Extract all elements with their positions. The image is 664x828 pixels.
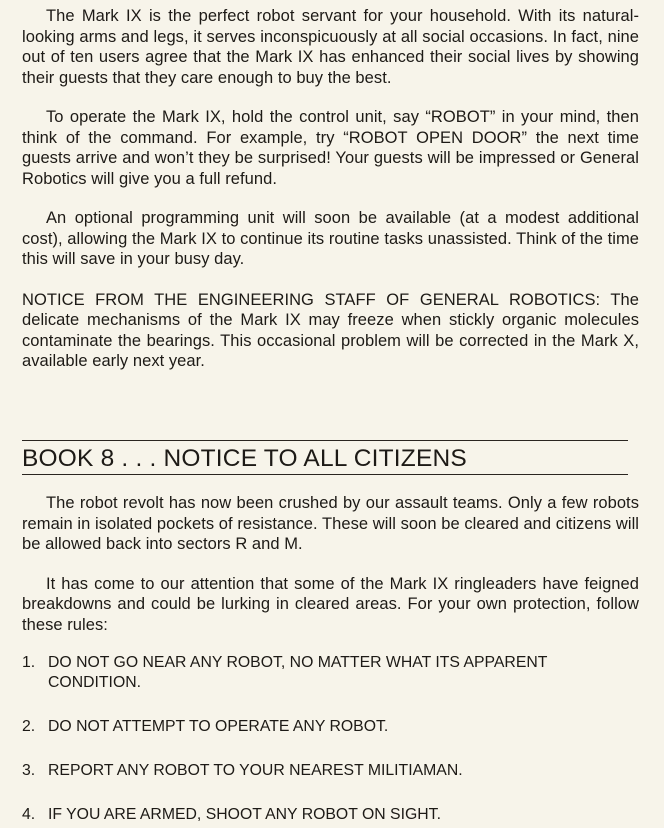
- list-item-number: 3.: [22, 762, 36, 780]
- list-item: [22, 653, 639, 693]
- list-item-text: DO NOT GO NEAR ANY ROBOT, NO MATTER WHAT ITS APPARENT CONDITION.: [48, 654, 548, 692]
- heading-top-rule: [22, 440, 628, 441]
- list-item-number: 1.: [22, 654, 36, 672]
- list-item-number: 2.: [22, 718, 36, 736]
- list-item-number: 4.: [22, 806, 36, 824]
- list-item: [22, 805, 639, 825]
- list-item-text: IF YOU ARE ARMED, SHOOT ANY ROBOT ON SIGHT.: [48, 806, 441, 824]
- rules-list: [22, 653, 639, 825]
- list-item: [22, 761, 639, 781]
- paragraph-mark-ix-intro: The Mark IX is the perfect robot servant for your household. With its natural-looking arms and legs, it serves inconspicuously at all social occasions. In fact, nine out of ten users agree that the Mark IX has enhanced their social lives by showing their guests that they care enough to buy the best.: [22, 7, 639, 87]
- paragraph-ringleaders: It has come to our attention that some of the Mark IX ringleaders have feigned breakdowns and could be lurking in cleared areas. For your own protection, follow these rules:: [22, 574, 639, 634]
- paragraph-operation: To operate the Mark IX, hold the control unit, say “ROBOT” in your mind, then think of the command. For example, try “ROBOT OPEN DOOR” the next time guests arrive and won’t they be surprised! Your guests will be impressed or General Robotics will give you a full refund.: [22, 108, 639, 188]
- paragraph-programming-unit: An optional programming unit will soon be available (at a modest additional cost), allowing the Mark IX to continue its routine tasks unassisted. Think of the time this will save in your busy day.: [22, 209, 639, 268]
- list-item-text: REPORT ANY ROBOT TO YOUR NEAREST MILITIAMAN.: [48, 762, 463, 780]
- paragraph-revolt-crushed: The robot revolt has now been crushed by our assault teams. Only a few robots remain in isolated pockets of resistance. These will soon be cleared and citizens will be allowed back into sectors R and M.: [22, 494, 639, 554]
- book-8-heading: BOOK 8 . . . NOTICE TO ALL CITIZENS: [22, 444, 467, 472]
- paragraph-engineering-notice: NOTICE FROM THE ENGINEERING STAFF OF GENERAL ROBOTICS: The delicate mechanisms of the Mark IX may freeze when stickly organic molecules contaminate the bearings. This occasional problem will be corrected in the Mark X, available early next year.: [22, 290, 639, 370]
- list-item: [22, 717, 639, 737]
- list-item-text: DO NOT ATTEMPT TO OPERATE ANY ROBOT.: [48, 718, 389, 736]
- heading-bottom-rule: [22, 474, 628, 475]
